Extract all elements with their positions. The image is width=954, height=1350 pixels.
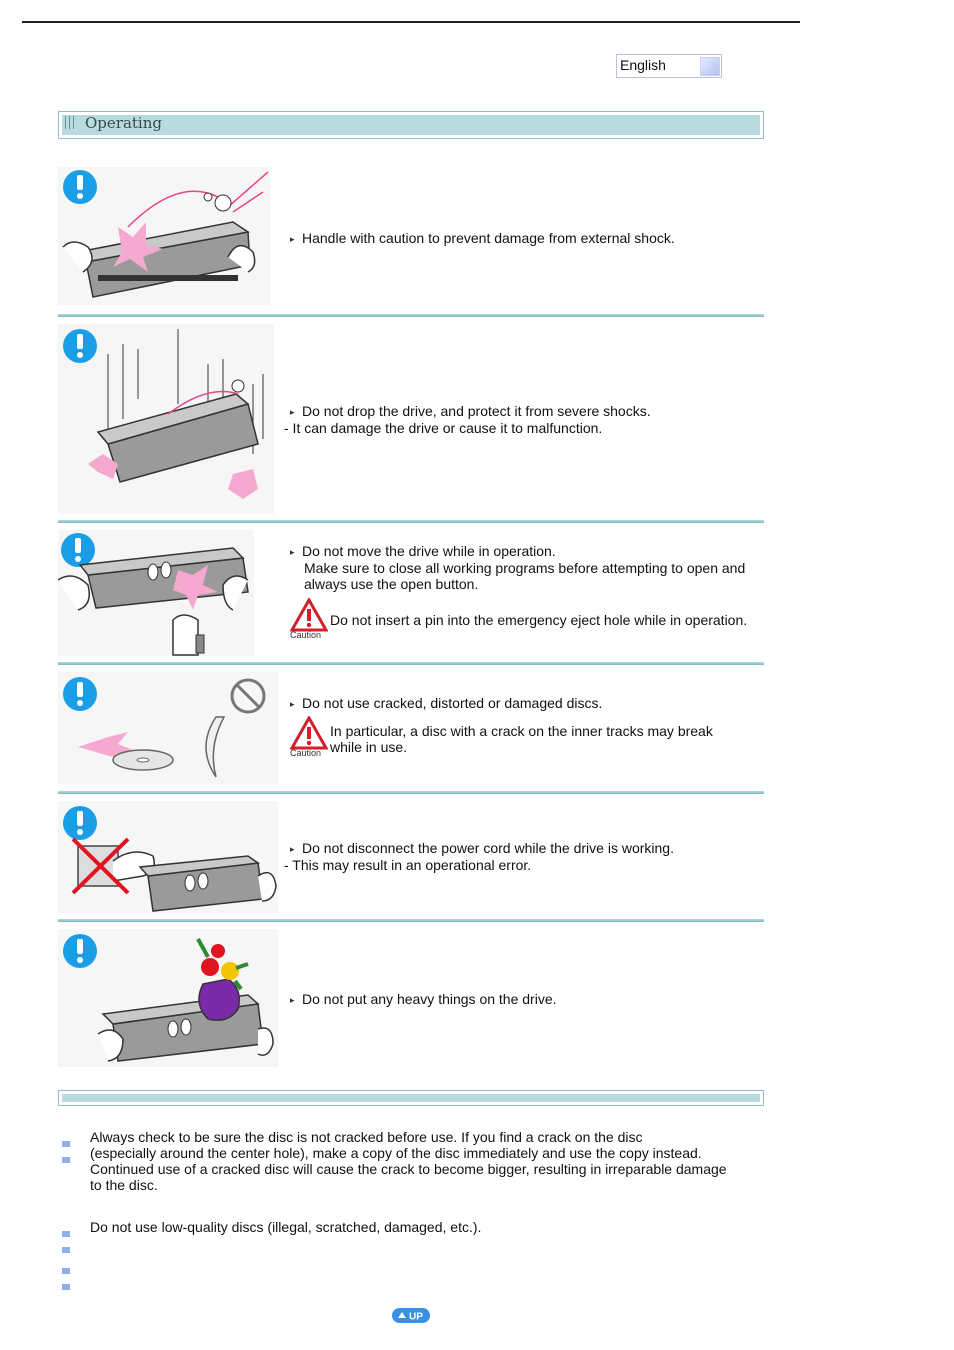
- power-cord-illustration: [58, 801, 278, 913]
- language-selected: English: [620, 57, 666, 73]
- note-bullet-icon: [62, 1134, 73, 1166]
- note-bullet-icon: [62, 1261, 73, 1293]
- instruction-text: ▸ Do not use cracked, distorted or damaged discs.: [290, 695, 603, 711]
- instruction-text: ▸ Do not put any heavy things on the drive.: [290, 991, 557, 1007]
- bullet-icon: ▸: [290, 699, 295, 709]
- row-separator: [58, 520, 764, 523]
- instruction-row-6: [58, 929, 764, 1069]
- instruction-text: ▸ Do not drop the drive, and protect it from severe shocks. - It can damage the drive or cause it to malfunction.: [284, 403, 651, 436]
- section-footer-bar: [58, 1090, 764, 1106]
- caution-icon: [290, 716, 328, 750]
- bullet-icon: ▸: [290, 844, 295, 854]
- instruction-row-5: [58, 801, 764, 915]
- up-button[interactable]: [392, 1308, 430, 1323]
- caution-text: Do not insert a pin into the emergency eject hole while in operation.: [330, 612, 748, 628]
- instruction-row-3: [58, 530, 764, 658]
- instruction-row-2: [58, 324, 764, 516]
- caution-badge: [290, 598, 328, 640]
- dropdown-button[interactable]: [700, 57, 720, 76]
- bullet-icon: ▸: [290, 234, 295, 244]
- section-title: Operating: [85, 114, 162, 132]
- instruction-text: ▸ Do not disconnect the power cord while the drive is working. - This may result in an operational error.: [284, 840, 674, 873]
- up-label: UP: [409, 1311, 423, 1323]
- note-text: Do not use low-quality discs (illegal, scratched, damaged, etc.).: [90, 1219, 482, 1235]
- cracked-disc-illustration: [58, 672, 278, 784]
- note-bullet-icon: [62, 1224, 73, 1256]
- heavy-object-illustration: [58, 929, 278, 1067]
- section-header: [58, 111, 764, 139]
- language-select[interactable]: [616, 54, 722, 78]
- caution-badge: [290, 716, 328, 758]
- shock-illustration: [58, 167, 270, 305]
- move-illustration: [58, 530, 254, 656]
- caution-text: In particular, a disc with a crack on the inner tracks may break while in use.: [330, 723, 713, 755]
- instruction-row-1: [58, 167, 764, 307]
- instruction-text: ▸ Handle with caution to prevent damage from external shock.: [290, 230, 675, 246]
- bullet-icon: ▸: [290, 407, 295, 417]
- bullet-icon: ▸: [290, 547, 295, 557]
- caution-label: Caution: [290, 748, 322, 758]
- instruction-text: ▸ Do not move the drive while in operation. Make sure to close all working programs before attempting to open and always use the open button.: [290, 543, 746, 592]
- row-separator: [58, 314, 764, 317]
- note-text: Always check to be sure the disc is not cracked before use. If you find a crack on the disc (especially around the center hole), make a copy of the disc immediately and use the copy instead. Continued use of a cracked disc will cause the crack to become bigger, resulting in irreparable damage to the disc.: [90, 1129, 727, 1193]
- row-separator: [58, 919, 764, 922]
- caution-label: Caution: [290, 630, 322, 640]
- drop-illustration: [58, 324, 274, 514]
- row-separator: [58, 791, 764, 794]
- caution-icon: [290, 598, 328, 632]
- top-rule: [22, 21, 800, 23]
- header-bars-icon: [65, 116, 77, 132]
- bullet-icon: ▸: [290, 995, 295, 1005]
- instruction-row-4: [58, 672, 764, 786]
- row-separator: [58, 662, 764, 665]
